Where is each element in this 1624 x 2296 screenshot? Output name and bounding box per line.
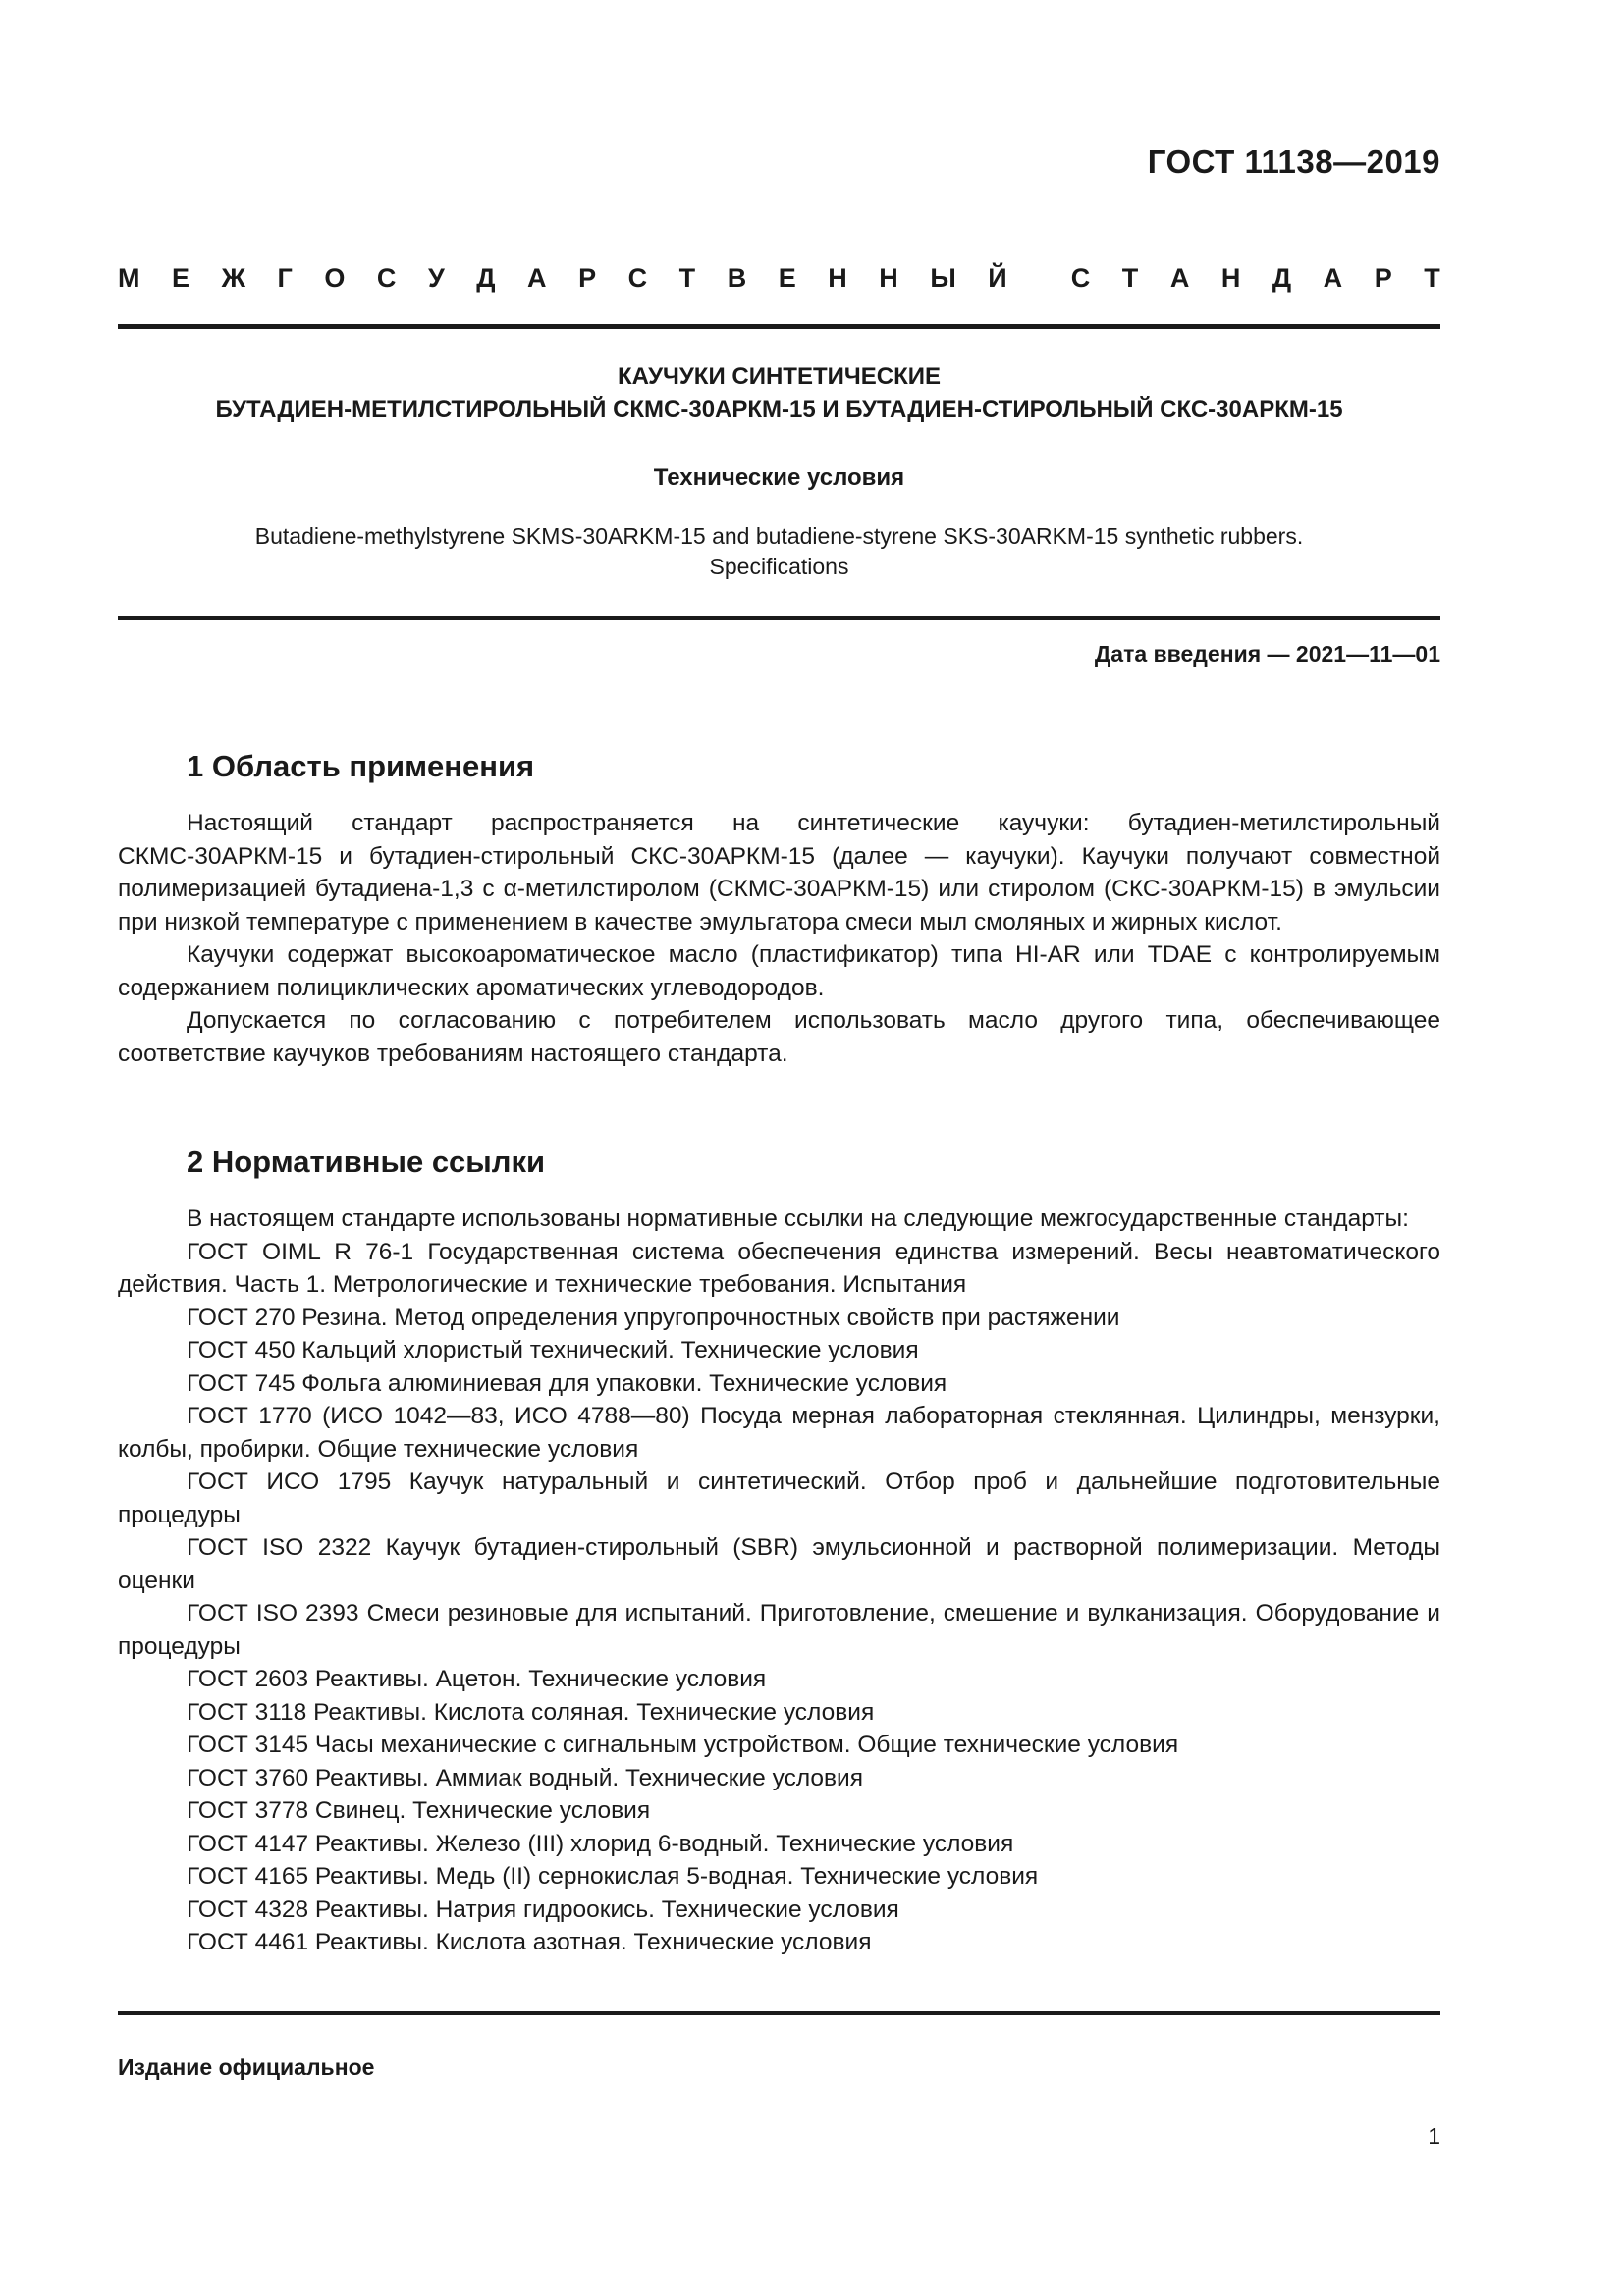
standard-type-letter: У [427, 263, 445, 293]
reference-item: ГОСТ 450 Кальций хлористый технический. Технические условия [187, 1337, 919, 1363]
reference-item: ГОСТ 3145 Часы механические с сигнальным устройством. Общие технические условия [187, 1732, 1179, 1758]
reference-item: ГОСТ OIML R 76-1 Государственная система обеспечения единства измерений. Весы неавтоматического действия. Часть 1. Метрологические и технические требования. Испытания [118, 1238, 1440, 1298]
standard-type-letter: Р [1374, 263, 1392, 293]
reference-item: ГОСТ 4461 Реактивы. Кислота азотная. Технические условия [187, 1929, 872, 1955]
reference-item: ГОСТ 2603 Реактивы. Ацетон. Технические условия [187, 1666, 767, 1692]
section-2-heading: 2 Нормативные ссылки [187, 1145, 546, 1179]
reference-item: ГОСТ 3778 Свинец. Технические условия [187, 1797, 651, 1824]
official-edition-label: Издание официальное [118, 2055, 375, 2080]
standard-type-letter: Т [1121, 263, 1139, 293]
standard-type-letter: О [324, 263, 346, 293]
title-line-2: БУТАДИЕН-МЕТИЛСТИРОЛЬНЫЙ СКМС-30АРКМ-15 И БУТАДИЕН-СТИРОЛЬНЫЙ СКС-30АРКМ-15 [215, 397, 1343, 423]
reference-item: ГОСТ 3118 Реактивы. Кислота соляная. Технические условия [187, 1698, 875, 1726]
standard-type-letter: С [627, 263, 648, 293]
standard-type-letter: Н [879, 263, 898, 293]
title-block [118, 360, 1440, 582]
reference-item: ГОСТ 4165 Реактивы. Медь (II) сернокислая 5-водная. Технические условия [187, 1863, 1039, 1890]
standard-type-letter: Т [1424, 263, 1440, 293]
footer-divider [118, 2011, 1440, 2015]
section-1-paragraph: Допускается по согласованию с потребителем использовать масло другого типа, обеспечивающее соответствие каучуков требованиям настоящего стандарта. [118, 1007, 1440, 1067]
standard-type-letter: С [1070, 263, 1091, 293]
document-code: ГОСТ 11138—2019 [1147, 143, 1440, 180]
standard-type-letter: А [527, 263, 547, 293]
reference-item: ГОСТ ISO 2393 Смеси резиновые для испытаний. Приготовление, смешение и вулканизация. Оборудование и процедуры [118, 1600, 1440, 1660]
standard-type-letter: Е [172, 263, 190, 293]
reference-item: ГОСТ 270 Резина. Метод определения упругопрочностных свойств при растяжении [187, 1304, 1120, 1331]
standard-type-letter: Й [988, 263, 1007, 293]
standard-type-letter: Р [578, 263, 597, 293]
standard-type-letter: С [376, 263, 397, 293]
reference-item: ГОСТ 4147 Реактивы. Железо (III) хлорид 6-водный. Технические условия [187, 1830, 1014, 1857]
page-number: 1 [1428, 2123, 1440, 2149]
section-2-body [118, 1202, 1440, 1959]
reference-item: ГОСТ 745 Фольга алюминиевая для упаковки. Технические условия [187, 1369, 947, 1397]
reference-item: ГОСТ ИСО 1795 Каучук натуральный и синтетический. Отбор проб и дальнейшие подготовительные процедуры [118, 1468, 1440, 1528]
standard-type-letter: Ы [930, 263, 956, 293]
standard-type-letter: Г [277, 263, 293, 293]
standard-type-letter: В [727, 263, 747, 293]
header-divider [118, 324, 1440, 329]
section-1-paragraph: Настоящий стандарт распространяется на синтетические каучуки: бутадиен-метилстирольный СКМС-30АРКМ-15 и бутадиен-стирольный СКС-30АРКМ-15 (далее — каучуки). Каучуки получают совместной полимеризацией бутадиена-1,3 с α-метилстиролом (СКМС-30АРКМ-15) или стиролом (СКС-30АРКМ-15) в эмульсии при низкой температуре с применением в качестве эмульгатора смеси мыл смоляных и жирных кислот. [118, 810, 1440, 935]
section-1-body [118, 807, 1440, 1070]
standard-type-letter: Т [678, 263, 696, 293]
section-1-paragraph: Каучуки содержат высокоароматическое масло (пластификатор) типа HI-AR или TDAE с контролируемым содержанием полициклических ароматических углеводородов. [118, 941, 1440, 1001]
document-subtitle: Технические условия [653, 464, 905, 491]
standard-type-letter: М [118, 263, 140, 293]
title-line-1: КАУЧУКИ СИНТЕТИЧЕСКИЕ [618, 363, 941, 390]
standard-type-letter: Н [828, 263, 847, 293]
title-divider [118, 616, 1440, 620]
standard-type-letter: Ж [221, 263, 245, 293]
english-title-line-2: Specifications [709, 554, 849, 579]
english-title [118, 521, 1440, 582]
section-2-intro: В настоящем стандарте использованы нормативные ссылки на следующие межгосударственные стандарты: [187, 1205, 1409, 1232]
reference-item: ГОСТ 3760 Реактивы. Аммиак водный. Технические условия [187, 1764, 864, 1791]
standard-type-letter: А [1323, 263, 1343, 293]
standard-type-letter: Е [778, 263, 796, 293]
standard-type-letter: Н [1220, 263, 1241, 293]
standard-type-letter: Д [476, 263, 496, 293]
standard-type-letter: А [1169, 263, 1190, 293]
reference-item: ГОСТ ISO 2322 Каучук бутадиен-стирольный (SBR) эмульсионной и растворной полимеризации. Методы оценки [118, 1534, 1440, 1594]
standard-type-letter: Д [1272, 263, 1292, 293]
standard-type-header [118, 263, 1440, 294]
introduction-date: Дата введения — 2021—11—01 [1094, 641, 1440, 667]
reference-item: ГОСТ 4328 Реактивы. Натрия гидроокись. Технические условия [187, 1896, 899, 1923]
reference-item: ГОСТ 1770 (ИСО 1042—83, ИСО 4788—80) Посуда мерная лабораторная стеклянная. Цилиндры, мензурки, колбы, пробирки. Общие технические условия [118, 1403, 1440, 1463]
section-1-heading: 1 Область применения [187, 749, 535, 783]
english-title-line-1: Butadiene-methylstyrene SKMS-30ARKM-15 and butadiene-styrene SKS-30ARKM-15 synthetic rubbers. [254, 523, 1304, 549]
